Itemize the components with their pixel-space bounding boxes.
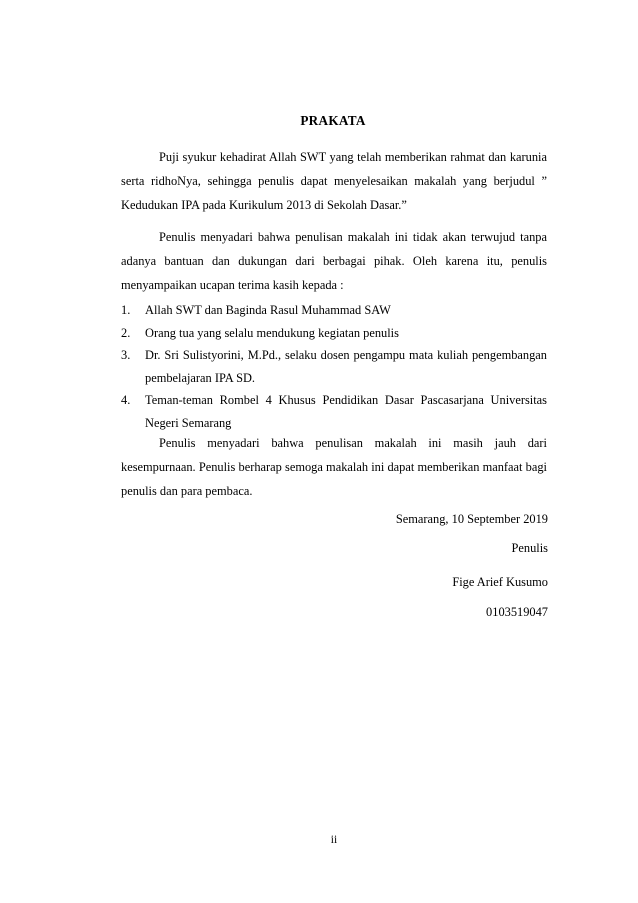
paragraph-opening: Puji syukur kehadirat Allah SWT yang telah memberikan rahmat dan karunia serta ridhoNya, sehingga penulis dapat menyelesaikan makalah yang berjudul ” Kedudukan IPA pada Kurikulum 2013 di Sekolah Dasar.”	[121, 150, 547, 212]
list-item	[121, 389, 547, 434]
list-item-text: Allah SWT dan Baginda Rasul Muhammad SAW	[145, 303, 391, 317]
list-item-number: 1.	[121, 303, 131, 317]
list-item-number: 3.	[121, 348, 131, 362]
list-item	[121, 322, 547, 345]
page-title: PRAKATA	[300, 113, 366, 128]
list-item-text: Orang tua yang selalu mendukung kegiatan penulis	[145, 325, 399, 340]
paragraph-acknowledgement-intro: Penulis menyadari bahwa penulisan makalah ini tidak akan terwujud tanpa adanya bantuan dan dukungan dari berbagai pihak. Oleh karena itu, penulis menyampaikan ucapan terima kasih kepada :	[121, 230, 547, 292]
list-item-text: Teman-teman Rombel 4 Khusus Pendidikan Dasar Pascasarjana Universitas Negeri Semarang	[145, 393, 547, 430]
list-item-number: 4.	[121, 393, 131, 407]
acknowledgement-list	[121, 299, 547, 434]
list-item-number: 2.	[121, 325, 131, 340]
signature-role: Penulis	[511, 541, 548, 555]
signature-name: Fige Arief Kusumo	[452, 575, 548, 589]
paragraph-closing: Penulis menyadari bahwa penulisan makalah ini masih jauh dari kesempurnaan. Penulis berharap semoga makalah ini dapat memberikan manfaat bagi penulis dan para pembaca.	[121, 436, 547, 498]
list-item-text: Dr. Sri Sulistyorini, M.Pd., selaku dosen pengampu mata kuliah pengembangan pembelajaran IPA SD.	[145, 348, 547, 385]
list-item	[121, 299, 547, 322]
signature-id-number: 0103519047	[486, 605, 548, 619]
list-item	[121, 344, 547, 389]
signature-place-date: Semarang, 10 September 2019	[395, 512, 548, 526]
page-number: ii	[330, 834, 338, 846]
